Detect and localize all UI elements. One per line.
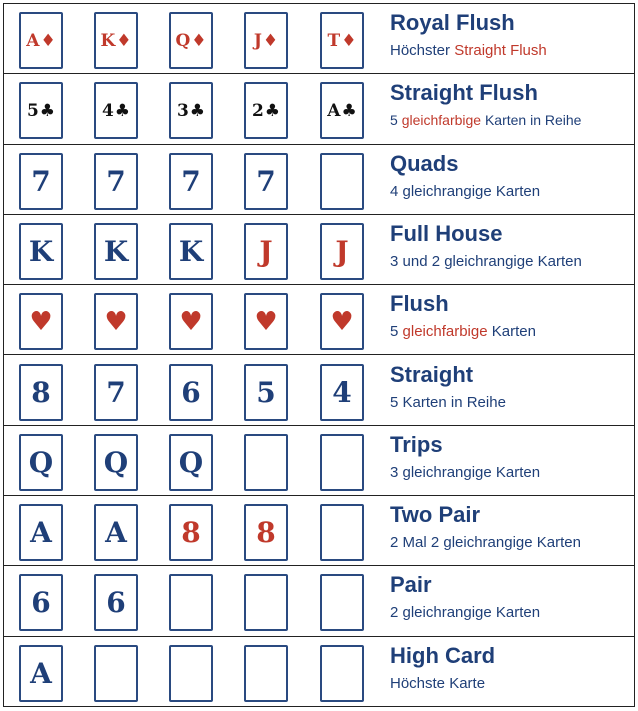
playing-card bbox=[169, 223, 213, 280]
card-rank: 6 bbox=[181, 375, 201, 409]
hand-row bbox=[4, 145, 634, 215]
card-rank: 7 bbox=[31, 164, 51, 198]
hand-name: Trips bbox=[390, 431, 443, 457]
playing-card bbox=[94, 574, 138, 631]
hand-name: Full House bbox=[390, 220, 503, 246]
hand-name: Flush bbox=[390, 291, 449, 317]
empty-card-slot bbox=[244, 434, 288, 491]
playing-card bbox=[94, 293, 138, 350]
playing-card bbox=[19, 153, 63, 210]
description-text: Höchster bbox=[390, 42, 455, 59]
playing-card bbox=[169, 12, 213, 69]
card-rank: Q bbox=[175, 30, 191, 51]
playing-card bbox=[320, 364, 364, 421]
card-rank: K bbox=[178, 234, 204, 268]
empty-card-slot bbox=[320, 504, 364, 561]
description-text: 5 bbox=[390, 323, 403, 341]
playing-card bbox=[169, 153, 213, 210]
playing-card bbox=[244, 153, 288, 210]
heart-icon: ♥ bbox=[179, 306, 203, 337]
playing-card bbox=[169, 82, 213, 139]
card-rank: J bbox=[259, 234, 273, 268]
card-rank: K bbox=[28, 234, 54, 268]
playing-card bbox=[94, 364, 138, 421]
playing-card bbox=[19, 82, 63, 139]
hand-description bbox=[390, 394, 506, 411]
card-rank: A bbox=[327, 100, 341, 121]
card-rank: 2 bbox=[251, 100, 264, 121]
card-rank: 6 bbox=[31, 586, 51, 620]
playing-card bbox=[94, 12, 138, 69]
description-text: 5 bbox=[390, 112, 402, 129]
card-rank: Q bbox=[28, 445, 54, 479]
diamond-icon: ♦ bbox=[191, 30, 207, 51]
hand-description bbox=[390, 604, 540, 621]
diamond-icon: ♦ bbox=[341, 30, 357, 51]
hand-description bbox=[390, 534, 581, 551]
highlight-text: Straight Flush bbox=[454, 42, 547, 59]
playing-card bbox=[244, 504, 288, 561]
hand-name: Pair bbox=[390, 572, 432, 598]
hand-row bbox=[4, 4, 634, 74]
description-text: 2 gleichrangige Karten bbox=[390, 604, 541, 622]
playing-card bbox=[320, 223, 364, 280]
empty-card-slot bbox=[244, 645, 288, 702]
diamond-icon: ♦ bbox=[116, 30, 132, 51]
card-rank: 8 bbox=[256, 516, 276, 550]
hand-row bbox=[4, 637, 634, 707]
playing-card bbox=[244, 364, 288, 421]
card-rank: 4 bbox=[332, 375, 352, 409]
card-rank: 8 bbox=[31, 375, 51, 409]
hand-row bbox=[4, 285, 634, 355]
playing-card bbox=[19, 504, 63, 561]
playing-card bbox=[19, 223, 63, 280]
playing-card bbox=[19, 574, 63, 631]
highlight-text: gleichfarbige bbox=[402, 323, 488, 341]
playing-card bbox=[320, 293, 364, 350]
card-rank: 4 bbox=[101, 100, 114, 121]
club-icon: ♣ bbox=[341, 100, 357, 121]
playing-card bbox=[19, 293, 63, 350]
hand-description bbox=[390, 253, 582, 270]
diamond-icon: ♦ bbox=[262, 30, 279, 51]
hand-row bbox=[4, 566, 634, 636]
card-rank: K bbox=[100, 30, 116, 51]
playing-card bbox=[94, 223, 138, 280]
card-rank: A bbox=[26, 30, 40, 51]
description-text: 3 gleichrangige Karten bbox=[390, 463, 541, 481]
card-rank: 7 bbox=[106, 164, 126, 198]
card-rank: K bbox=[103, 234, 129, 268]
card-rank: J bbox=[253, 30, 262, 51]
hand-description bbox=[390, 183, 540, 200]
empty-card-slot bbox=[320, 153, 364, 210]
empty-card-slot bbox=[169, 645, 213, 702]
description-text: 2 Mal 2 gleichrangige Karten bbox=[390, 534, 581, 552]
hand-name: High Card bbox=[390, 642, 496, 668]
club-icon: ♣ bbox=[264, 100, 281, 121]
hand-name: Straight Flush bbox=[390, 80, 538, 106]
hand-row bbox=[4, 356, 634, 426]
heart-icon: ♥ bbox=[104, 306, 128, 337]
card-rank: Q bbox=[178, 445, 204, 479]
empty-card-slot bbox=[320, 574, 364, 631]
card-rank: A bbox=[105, 516, 127, 550]
playing-card bbox=[94, 153, 138, 210]
club-icon: ♣ bbox=[39, 100, 56, 121]
description-text: Karten in Reihe bbox=[481, 112, 582, 129]
empty-card-slot bbox=[244, 574, 288, 631]
hand-name: Quads bbox=[390, 150, 459, 176]
playing-card bbox=[19, 12, 63, 69]
card-rank: 3 bbox=[176, 100, 189, 121]
empty-card-slot bbox=[320, 434, 364, 491]
hand-row bbox=[4, 215, 634, 285]
card-rank: J bbox=[335, 234, 349, 268]
playing-card bbox=[320, 82, 364, 139]
playing-card bbox=[19, 645, 63, 702]
hand-name: Royal Flush bbox=[390, 10, 515, 35]
playing-card bbox=[244, 12, 288, 69]
card-rank: 5 bbox=[256, 375, 276, 409]
card-rank: T bbox=[327, 30, 341, 51]
card-rank: A bbox=[30, 656, 52, 690]
playing-card bbox=[169, 364, 213, 421]
card-rank: Q bbox=[103, 445, 129, 479]
club-icon: ♣ bbox=[114, 100, 131, 121]
empty-card-slot bbox=[320, 645, 364, 702]
hand-description bbox=[390, 323, 536, 340]
hand-row bbox=[4, 496, 634, 566]
heart-icon: ♥ bbox=[254, 306, 278, 337]
playing-card bbox=[244, 82, 288, 139]
heart-icon: ♥ bbox=[29, 306, 53, 337]
card-rank: 7 bbox=[181, 164, 201, 198]
description-text: 4 gleichrangige Karten bbox=[390, 182, 541, 200]
card-rank: 5 bbox=[26, 100, 39, 121]
playing-card bbox=[320, 12, 364, 69]
card-rank: 7 bbox=[106, 375, 126, 409]
playing-card bbox=[94, 434, 138, 491]
playing-card bbox=[244, 293, 288, 350]
hand-row bbox=[4, 426, 634, 496]
empty-card-slot bbox=[94, 645, 138, 702]
description-text: Höchste Karte bbox=[390, 674, 486, 692]
description-text: Karten bbox=[487, 323, 536, 341]
description-text: 3 und 2 gleichrangige Karten bbox=[390, 252, 582, 270]
playing-card bbox=[19, 364, 63, 421]
hand-description bbox=[390, 42, 547, 59]
hand-description bbox=[390, 112, 581, 128]
playing-card bbox=[94, 82, 138, 139]
card-rank: A bbox=[30, 516, 52, 550]
card-rank: 8 bbox=[181, 516, 201, 550]
hand-name: Straight bbox=[390, 361, 474, 387]
description-text: 5 Karten in Reihe bbox=[390, 393, 506, 411]
highlight-text: gleichfarbige bbox=[401, 112, 482, 129]
playing-card bbox=[19, 434, 63, 491]
club-icon: ♣ bbox=[189, 100, 206, 121]
card-rank: 7 bbox=[256, 164, 276, 198]
playing-card bbox=[244, 223, 288, 280]
empty-card-slot bbox=[169, 574, 213, 631]
hand-row bbox=[4, 74, 634, 144]
playing-card bbox=[169, 504, 213, 561]
playing-card bbox=[94, 504, 138, 561]
hand-description bbox=[390, 464, 540, 481]
diamond-icon: ♦ bbox=[40, 30, 56, 51]
hand-rankings-table bbox=[3, 3, 635, 707]
card-rank: 6 bbox=[106, 586, 126, 620]
playing-card bbox=[169, 293, 213, 350]
playing-card bbox=[169, 434, 213, 491]
hand-name: Two Pair bbox=[390, 502, 481, 528]
hand-description bbox=[390, 675, 485, 692]
heart-icon: ♥ bbox=[330, 306, 354, 337]
